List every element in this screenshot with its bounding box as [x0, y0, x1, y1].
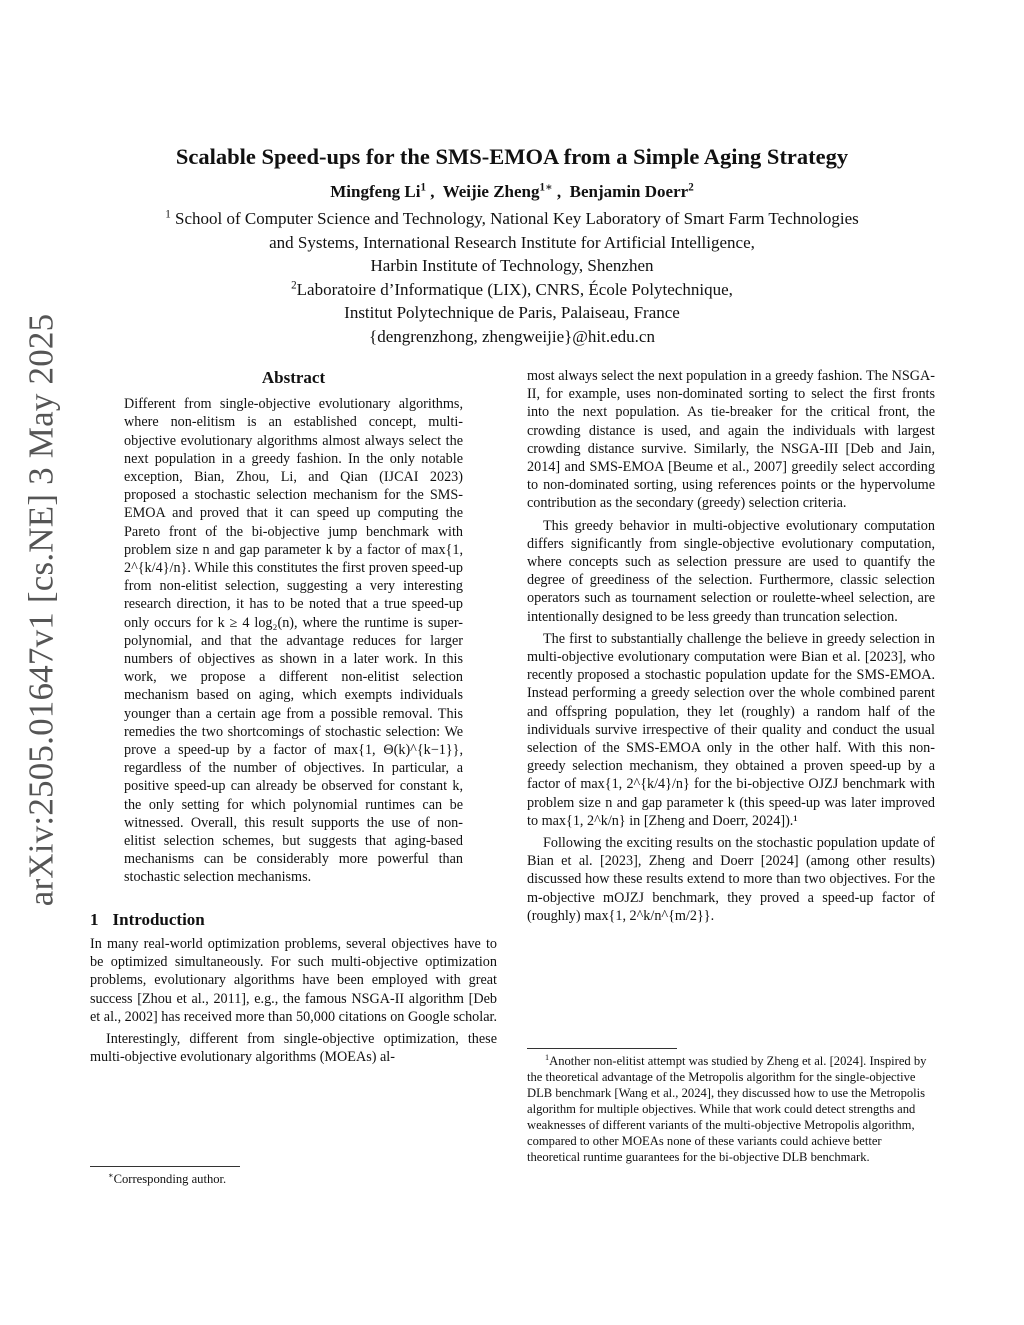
affiliation-line [90, 207, 934, 231]
abstract-heading: Abstract [261, 368, 326, 387]
author-list: Mingfeng Li$^1$ , Weijie Zheng$^{1∗}$ , Benjamin Doerr$^2$ [330, 181, 694, 202]
body-paragraph: Following the exciting results on the stochastic population update of Bian et al. [2023], Zheng and Doerr [2024] (among other results) discussed how these results extend to more than two objectives. For the m-objective mOJZJ benchmark, they proved a speed-up factor of (roughly) max{1, 2^k/n^{m/2}}. [527, 835, 935, 924]
footnote-text [90, 1171, 497, 1187]
arxiv-identifier [10, 313, 72, 907]
section-title: Introduction [112, 909, 205, 929]
affiliation-line: Harbin Institute of Technology, Shenzhen [370, 256, 654, 276]
body-paragraph: This greedy behavior in multi-objective evolutionary computation differs significantly from single-objective evolutionary computation, where concepts such as selection pressure are used to quantify the degree of greediness of the selection. Furthermore, classic selection operators such as tournament selection or roulette-wheel selection, are intentionally designed to be less greedy than truncation selection. [527, 517, 935, 625]
paper-header [90, 143, 934, 348]
footnote-text [527, 1053, 935, 1165]
footnote-right [527, 1038, 935, 1165]
abstract-text: Different from single-objective evolutionary algorithms, where non-elitism is an established concept, multi-objective evolutionary algorithms almost always select the next population in a greedy fashion. In the only notable exception, Bian, Zhou, Li, and Qian (IJCAI 2023) proposed a stochastic selection mechanism for the SMS-EMOA and proved that it can speed up computing the Pareto front of the bi-objective jump benchmark with problem size n and gap parameter k by a factor of max{1, 2^{k/4}/n}. While this constitutes the first proven speed-up from non-elitist selection, suggesting a very interesting research direction, it has to be noted that a true speed-up only occurs for k ≥ 4 log₂(n), where the runtime is super-polynomial, and that the advantage reduces for larger numbers of objectives as shown in a later work. In this work, we propose a different non-elitist selection mechanism based on aging, which exempts individuals younger than a certain age from a possible removal. This remedies the two shortcomings of stochastic selection: We prove a speed-up by a factor of max{1, Θ(k)^{k−1}}, regardless of the number of objectives. In particular, a positive speed-up can already be observed for constant k, the only setting for which polynomial runtimes can be witnessed. Overall, this result supports the use of non-elitist selection schemes, but suggests that aging-based mechanisms can be considerably more powerful than stochastic selection mechanisms. [124, 396, 463, 886]
author-emails: {dengrenzhong, zhengweijie}@hit.edu.cn [369, 326, 655, 346]
footnote-rule [90, 1166, 240, 1167]
body-paragraph: The first to substantially challenge the believe in greedy selection in multi-objective evolutionary computation were Bian et al. [2023], who recently proposed a stochastic population update for the SMS-EMOA. Instead performing a greedy selection over the whole combined parent and offspring population, they let (roughly) a random half of the individuals survive irrespective of their quality and conduct the usual selection of the SMS-EMOA only in the other half. With this non-greedy selection mechanism, they obtained a proven speed-up by a factor of max{1, 2^{k/4}/n} for the bi-objective OJZJ benchmark with problem size n and gap parameter k (this speed-up was later improved to max{1, 2^k/n} in [Zheng and Doerr, 2024]).¹ [527, 630, 935, 829]
affiliation-mark: 2 [291, 279, 297, 292]
footnote-rule [527, 1048, 677, 1049]
affiliations [90, 207, 934, 348]
author-affil-mark: 1∗ [539, 181, 553, 194]
author-affil-mark: 1 [420, 181, 426, 194]
intro-paragraph: In many real-world optimization problems, several objectives have to be optimized simultaneously. For such multi-objective optimization problems, evolutionary algorithms have been employed with great success [Zhou et al., 2011], e.g., the famous NSGA-II algorithm [Deb et al., 2002] has received more than 50,000 citations on Google scholar. [90, 935, 497, 1025]
section-number: 1 [90, 909, 99, 929]
affiliation-line [90, 278, 934, 302]
author-name: Weijie Zheng [442, 182, 540, 202]
affiliation-text: School of Computer Science and Technology, National Key Laboratory of Smart Farm Technologies [175, 209, 859, 229]
footnote-left [90, 1156, 497, 1187]
affiliation-text: Laboratoire d’Informatique (LIX), CNRS, École Polytechnique, [296, 279, 733, 299]
intro-paragraph: Interestingly, different from single-objective optimization, these multi-objective evolutionary algorithms (MOEAs) al- [90, 1030, 497, 1066]
affiliation-mark: 1 [165, 208, 171, 221]
footnote-mark: ∗ [108, 1170, 114, 1180]
left-column [90, 367, 497, 1070]
right-column [527, 367, 935, 929]
arxiv-identifier-text: arXiv:2505.01647v1 [cs.NE] 3 May 2025 [21, 313, 60, 907]
section-heading-introduction [90, 911, 497, 929]
author-name: Benjamin Doerr [569, 182, 689, 202]
paper-title: Scalable Speed-ups for the SMS-EMOA from a Simple Aging Strategy [175, 144, 849, 169]
author-affil-mark: 2 [688, 181, 694, 194]
author-name: Mingfeng Li [330, 182, 421, 202]
affiliation-line: and Systems, International Research Institute for Artificial Intelligence, [269, 232, 755, 252]
affiliation-line: Institut Polytechnique de Paris, Palaiseau, France [344, 303, 680, 323]
footnote-body: Corresponding author. [113, 1172, 227, 1186]
footnote-body: Another non-elitist attempt was studied by Zheng et al. [2024]. Inspired by the theoretical advantage of the Metropolis algorithm for the single-objective DLB benchmark [Wang et al., 2024], they discussed how to use the Metropolis algorithm for multiple objectives. While that work could detect strengths and weaknesses of different variants of the multi-objective Metropolis algorithm, compared to other MOEAs none of these variants could achieve better theoretical runtime guarantees for the bi-objective DLB benchmark. [527, 1054, 927, 1164]
footnote-mark: 1 [545, 1052, 550, 1062]
body-paragraph: most always select the next population in a greedy fashion. The NSGA-II, for example, uses non-dominated sorting to select the first fronts into the next population. As tie-breaker for the critical front, the crowding distance is used, and again the individuals with largest crowding distance survive. Similarly, the NSGA-III [Deb and Jain, 2014] and SMS-EMOA [Beume et al., 2007] greedily select according to non-dominated sorting, using references points or the hypervolume contribution as the secondary (greedy) selection criteria. [527, 368, 935, 512]
